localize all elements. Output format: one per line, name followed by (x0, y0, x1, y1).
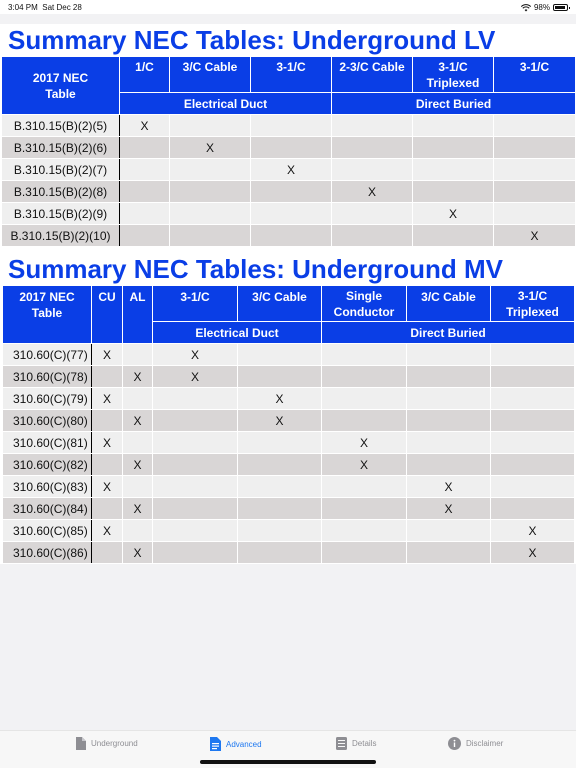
row-label: 310.60(C)(78) (3, 366, 92, 388)
table-cell (332, 137, 413, 159)
table-cell (407, 388, 491, 410)
row-label: B.310.15(B)(2)(10) (2, 225, 120, 247)
tab-label: Disclaimer (466, 739, 504, 748)
table-cell (322, 366, 407, 388)
lv-header-col-line2: Triplexed (426, 75, 480, 90)
table-cell (170, 159, 251, 181)
table-cell (494, 181, 576, 203)
al-cell: X (123, 366, 153, 388)
table-cell (413, 225, 494, 247)
table-cell (491, 432, 575, 454)
table-cell (322, 520, 407, 542)
table-row (3, 366, 575, 388)
mv-table (2, 285, 575, 564)
table-row (3, 542, 575, 564)
table-cell (407, 454, 491, 476)
table-cell (491, 388, 575, 410)
lv-section-title: Summary NEC Tables: Underground LV (8, 25, 496, 55)
cu-cell: X (92, 476, 123, 498)
row-label: B.310.15(B)(2)(6) (2, 137, 120, 159)
table-cell (332, 225, 413, 247)
table-cell (153, 498, 238, 520)
mv-header-col-line2: Triplexed (506, 304, 559, 319)
table-cell: X (322, 454, 407, 476)
table-cell (407, 410, 491, 432)
row-label: B.310.15(B)(2)(9) (2, 203, 120, 225)
table-cell (251, 203, 332, 225)
table-cell: X (322, 432, 407, 454)
table-cell (153, 410, 238, 432)
table-cell (238, 498, 322, 520)
cu-cell (92, 366, 123, 388)
table-cell (170, 115, 251, 137)
table-cell (407, 366, 491, 388)
table-cell (120, 225, 170, 247)
al-cell: X (123, 410, 153, 432)
table-cell (120, 181, 170, 203)
mv-section-title: Summary NEC Tables: Underground MV (8, 254, 504, 284)
table-cell (491, 498, 575, 520)
table-cell (238, 454, 322, 476)
home-indicator (200, 760, 376, 764)
table-cell (153, 520, 238, 542)
table-cell (413, 181, 494, 203)
table-row (3, 432, 575, 454)
table-cell: X (120, 115, 170, 137)
table-row (2, 115, 576, 137)
table-row (2, 159, 576, 181)
table-cell (251, 181, 332, 203)
table-cell: X (494, 225, 576, 247)
cu-cell: X (92, 520, 123, 542)
table-cell (251, 137, 332, 159)
table-cell (407, 432, 491, 454)
table-cell: X (413, 203, 494, 225)
lv-header-col: 3-1/C (251, 57, 332, 93)
document-icon (76, 737, 86, 750)
table-row (2, 203, 576, 225)
table-cell: X (491, 520, 575, 542)
cu-cell (92, 410, 123, 432)
table-cell (153, 454, 238, 476)
table-cell (332, 203, 413, 225)
al-cell (123, 344, 153, 366)
document-lines-icon (210, 737, 221, 751)
mv-header-col-triplexed (491, 286, 575, 322)
table-cell (407, 520, 491, 542)
table-cell (238, 520, 322, 542)
table-cell: X (153, 366, 238, 388)
row-label: 310.60(C)(84) (3, 498, 92, 520)
status-bar (0, 0, 576, 14)
al-cell (123, 432, 153, 454)
table-row (3, 344, 575, 366)
lv-header-col-line1: 3-1/C (438, 59, 468, 74)
table-row (3, 520, 575, 542)
lv-header-table-line2: Table (45, 86, 76, 101)
al-cell (123, 520, 153, 542)
row-label: B.310.15(B)(2)(5) (2, 115, 120, 137)
table-cell (170, 203, 251, 225)
table-cell (491, 476, 575, 498)
table-cell (494, 159, 576, 181)
table-cell: X (251, 159, 332, 181)
row-label: 310.60(C)(80) (3, 410, 92, 432)
mv-header-col-line1: Single (345, 288, 382, 303)
status-time (8, 3, 82, 12)
table-row (3, 454, 575, 476)
table-cell (238, 542, 322, 564)
table-cell: X (332, 181, 413, 203)
cu-cell: X (92, 432, 123, 454)
row-label: 310.60(C)(83) (3, 476, 92, 498)
table-cell (322, 542, 407, 564)
lv-header-col: 3-1/C (494, 57, 576, 93)
table-cell (322, 498, 407, 520)
mv-header-col: 3/C Cable (238, 286, 322, 322)
row-label: 310.60(C)(82) (3, 454, 92, 476)
mv-header-col-single (322, 286, 407, 322)
table-cell (322, 344, 407, 366)
table-cell (413, 115, 494, 137)
al-cell (123, 388, 153, 410)
table-row (3, 410, 575, 432)
table-cell (153, 476, 238, 498)
row-label: 310.60(C)(79) (3, 388, 92, 410)
mv-header-col: 3/C Cable (407, 286, 491, 322)
tab-label: Underground (91, 739, 138, 748)
content-area (0, 24, 576, 564)
mv-header-col-line1: 3-1/C (517, 288, 548, 303)
table-row (3, 476, 575, 498)
table-cell (494, 137, 576, 159)
table-cell (251, 225, 332, 247)
table-cell (407, 344, 491, 366)
battery-icon (553, 4, 568, 11)
table-cell (413, 137, 494, 159)
table-cell (407, 542, 491, 564)
row-label: B.310.15(B)(2)(8) (2, 181, 120, 203)
status-time-text: 3:04 PM (8, 3, 38, 12)
table-cell: X (238, 388, 322, 410)
mv-header-col-line2: Conductor (333, 304, 395, 319)
table-row (3, 498, 575, 520)
table-cell (238, 432, 322, 454)
row-label: 310.60(C)(81) (3, 432, 92, 454)
table-cell (322, 476, 407, 498)
table-cell (120, 159, 170, 181)
info-icon (448, 737, 461, 750)
lv-header-table (2, 57, 120, 115)
mv-header-table (3, 286, 92, 344)
tab-underground[interactable] (76, 737, 138, 750)
al-cell: X (123, 498, 153, 520)
table-cell: X (153, 344, 238, 366)
lv-table (1, 56, 576, 247)
cu-cell (92, 454, 123, 476)
mv-group-electrical-duct: Electrical Duct (153, 322, 322, 344)
table-cell (153, 542, 238, 564)
table-cell (413, 159, 494, 181)
table-cell (170, 181, 251, 203)
table-cell (153, 388, 238, 410)
table-row (2, 225, 576, 247)
table-cell (491, 366, 575, 388)
table-cell (120, 137, 170, 159)
table-cell (170, 225, 251, 247)
lv-header-table-line1: 2017 NEC (32, 70, 89, 85)
lv-group-direct-buried: Direct Buried (332, 93, 576, 115)
table-cell (491, 344, 575, 366)
lv-header-col: 1/C (120, 57, 170, 93)
book-icon (336, 737, 347, 750)
tab-disclaimer[interactable] (448, 737, 503, 750)
lv-group-electrical-duct: Electrical Duct (120, 93, 332, 115)
table-cell (494, 203, 576, 225)
mv-header-al: AL (123, 286, 153, 344)
table-cell (332, 159, 413, 181)
table-row (2, 137, 576, 159)
tab-label: Advanced (226, 739, 262, 749)
table-cell (322, 410, 407, 432)
status-right (521, 3, 568, 12)
cu-cell: X (92, 388, 123, 410)
mv-header-table-line1: 2017 NEC (19, 290, 75, 304)
lv-header-col: 3/C Cable (170, 57, 251, 93)
table-cell (491, 454, 575, 476)
table-cell: X (238, 410, 322, 432)
al-cell: X (123, 542, 153, 564)
table-cell: X (407, 498, 491, 520)
tab-details[interactable] (336, 737, 376, 750)
mv-header-cu: CU (92, 286, 123, 344)
row-label: 310.60(C)(86) (3, 542, 92, 564)
table-cell (238, 344, 322, 366)
table-cell (120, 203, 170, 225)
cu-cell (92, 498, 123, 520)
lv-header-col: 2-3/C Cable (332, 57, 413, 93)
tab-label: Details (352, 739, 377, 748)
al-cell: X (123, 454, 153, 476)
al-cell (123, 476, 153, 498)
row-label: B.310.15(B)(2)(7) (2, 159, 120, 181)
table-cell: X (407, 476, 491, 498)
mv-group-direct-buried: Direct Buried (322, 322, 575, 344)
cu-cell (92, 542, 123, 564)
cu-cell: X (92, 344, 123, 366)
table-cell (251, 115, 332, 137)
wifi-icon (521, 4, 531, 12)
table-row (2, 181, 576, 203)
row-label: 310.60(C)(85) (3, 520, 92, 542)
table-cell: X (491, 542, 575, 564)
tab-advanced[interactable] (210, 737, 262, 751)
table-row (3, 388, 575, 410)
table-cell (238, 476, 322, 498)
table-cell (491, 410, 575, 432)
table-cell (238, 366, 322, 388)
table-cell (494, 115, 576, 137)
table-cell (332, 115, 413, 137)
table-cell: X (170, 137, 251, 159)
battery-percent: 98% (533, 3, 550, 12)
mv-header-table-line2: Table (31, 306, 63, 320)
table-cell (322, 388, 407, 410)
status-date: Sat Dec 28 (42, 3, 82, 12)
row-label: 310.60(C)(77) (3, 344, 92, 366)
mv-header-col: 3-1/C (153, 286, 238, 322)
lv-header-col-triplexed (413, 57, 494, 93)
table-cell (153, 432, 238, 454)
